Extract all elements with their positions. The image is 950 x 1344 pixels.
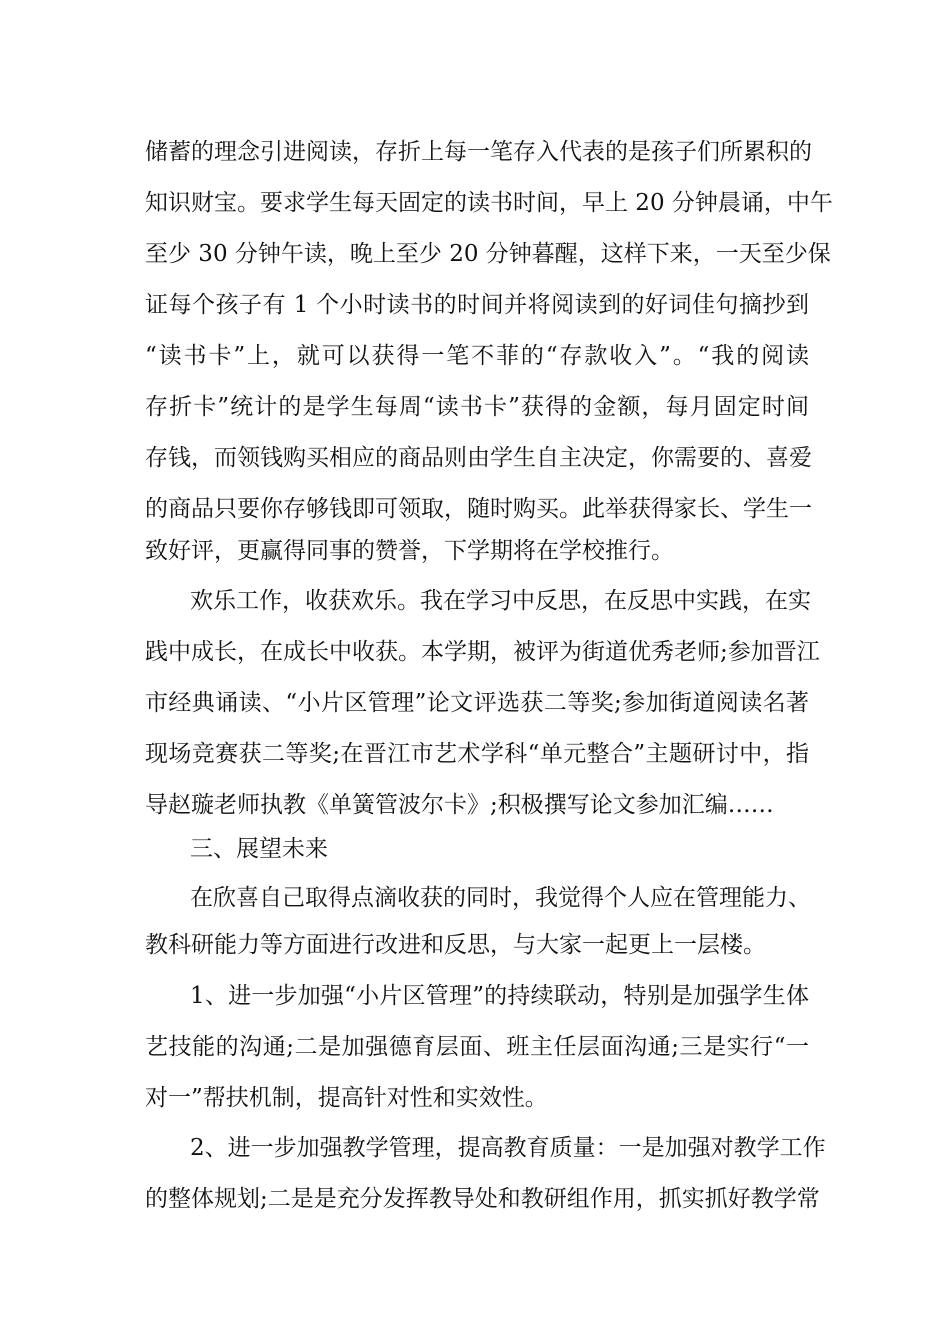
text-line: 知识财宝。要求学生每天固定的读书时间，早上 20 分钟晨诵，中午 [145,190,833,216]
text-line: 市经典诵读、“小片区管理”论文评选获二等奖;参加街道阅读名著 [145,690,809,716]
section-heading: 三、展望未来 [190,836,328,862]
text-line: 对一”帮扶机制，提高针对性和实效性。 [145,1085,548,1111]
text-line: 在欣喜自己取得点滴收获的同时，我觉得个人应在管理能力、 [190,885,811,911]
text-line: 导赵璇老师执教《单簧管波尔卡》;积极撰写论文参加汇编…… [145,792,774,818]
text-line: 存折卡”统计的是学生每周“读书卡”获得的金额，每月固定时间 [145,394,809,420]
text-line: 证每个孩子有 1 个小时读书的时间并将阅读到的好词佳句摘抄到 [145,292,809,318]
text-line: 的商品只要你存够钱即可领取，随时购买。此举获得家长、学生一 [145,496,812,522]
text-line: 储蓄的理念引进阅读，存折上每一笔存入代表的是孩子们所累积的 [145,139,812,165]
text-line: 教科研能力等方面进行改进和反思，与大家一起更上一层楼。 [145,932,766,958]
text-line: 欢乐工作，收获欢乐。我在学习中反思，在反思中实践，在实 [190,588,811,614]
text-line: 现场竞赛获二等奖;在晋江市艺术学科“单元整合”主题研讨中，指 [145,741,809,767]
text-line: 艺技能的沟通;二是加强德育层面、班主任层面沟通;三是实行“一 [145,1034,809,1060]
text-line: 致好评，更赢得同事的赞誉，下学期将在学校推行。 [145,538,674,564]
text-line: 2、进一步加强教学管理，提高教育质量：一是加强对教学工作 [190,1135,826,1161]
text-line: 1、进一步加强“小片区管理”的持续联动，特别是加强学生体 [190,983,809,1009]
text-line: “读书卡”上，就可以获得一笔不菲的“存款收入”。“我的阅读 [145,343,809,369]
text-line: 存钱，而领钱购买相应的商品则由学生自主决定，你需要的、喜爱 [145,445,812,471]
text-line: 至少 30 分钟午读，晚上至少 20 分钟暮醒，这样下来，一天至少保 [145,241,831,267]
text-line: 践中成长，在成长中收获。本学期，被评为街道优秀老师;参加晋江 [145,639,820,665]
text-line: 的整体规划;二是是充分发挥教导处和教研组作用，抓实抓好教学常 [145,1186,820,1212]
